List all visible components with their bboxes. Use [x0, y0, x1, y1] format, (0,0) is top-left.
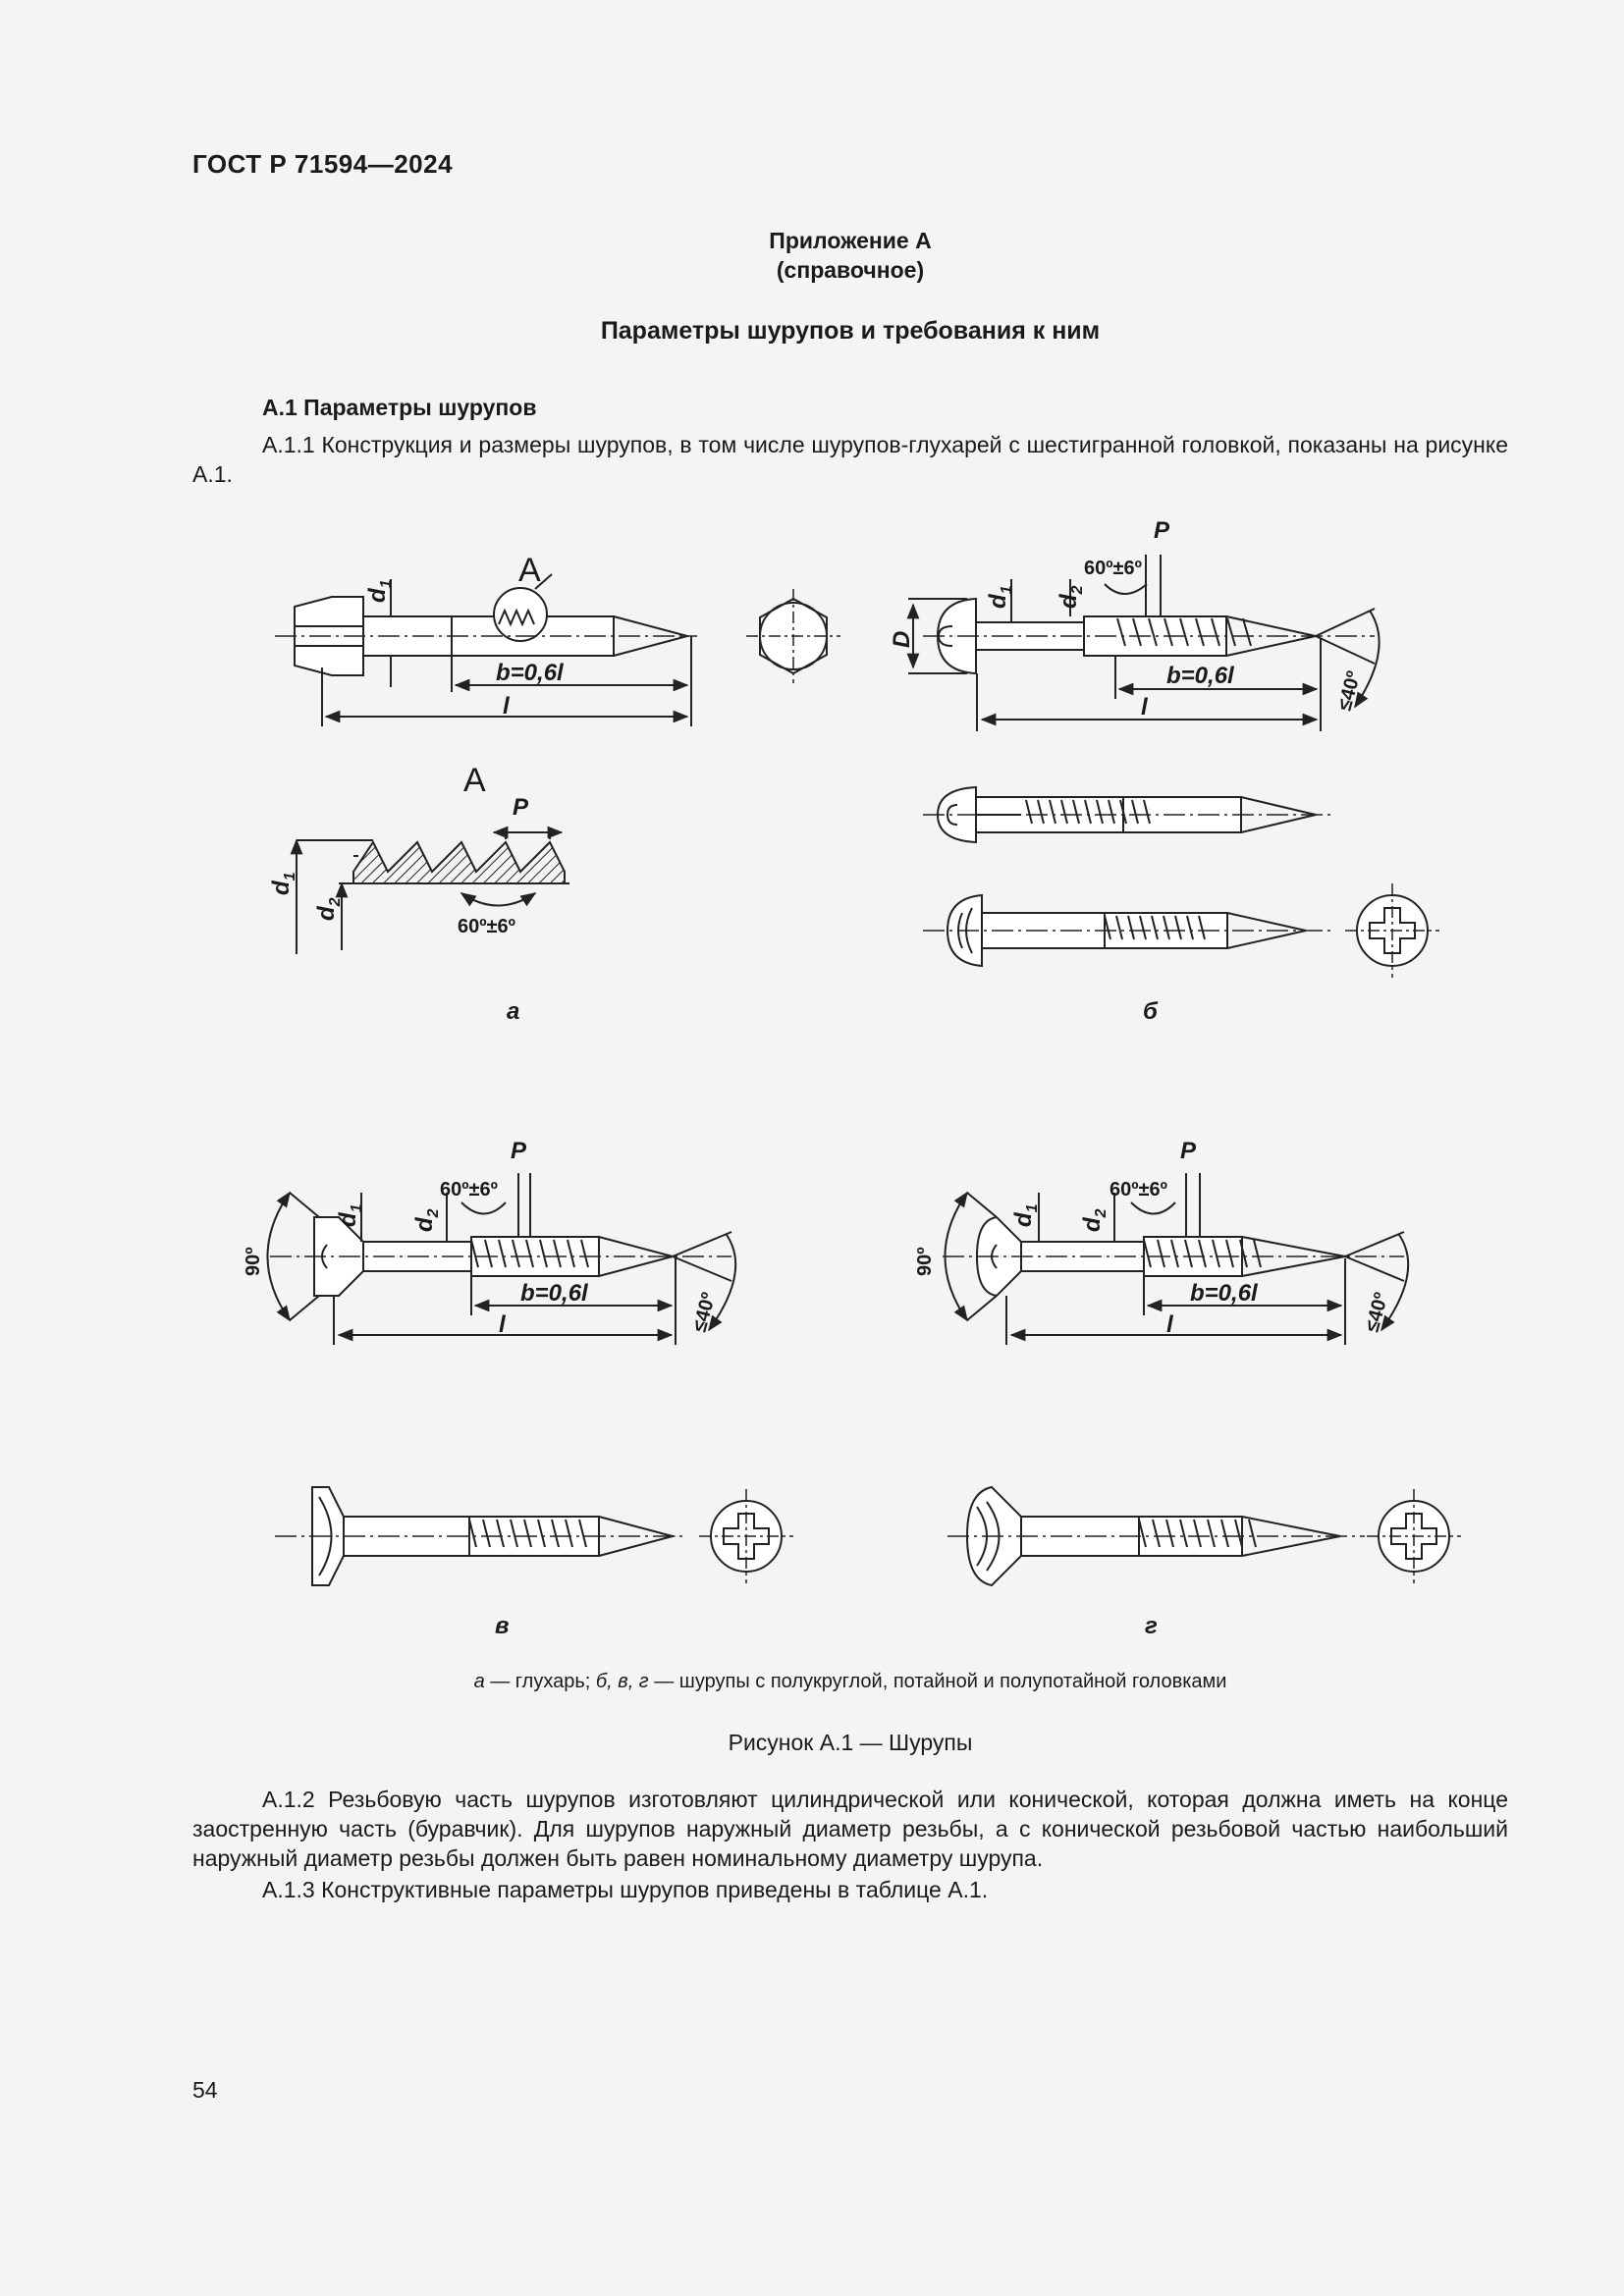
paragraph-a13-text: А.1.3 Конструктивные параметры шурупов приведены в таблице А.1.: [262, 1877, 989, 1902]
paragraph-a11-text: А.1.1 Конструкция и размеры шурупов, в том числе шурупов-глухарей с шестигранной головкой, показаны на рисунке А.1.: [192, 432, 1508, 487]
label-d2-detail: $d_2$: [313, 897, 344, 921]
label-b-b: b=0,6l: [1166, 663, 1234, 689]
page-number: 54: [192, 2077, 218, 2103]
label-l-v: l: [499, 1311, 506, 1338]
label-d1-a: $d_1$: [364, 579, 395, 603]
document-id: ГОСТ Р 71594—2024: [192, 149, 454, 179]
countersunk-screw-bottom: [275, 1487, 793, 1585]
section-title: Параметры шурупов и требования к ним: [600, 317, 1101, 345]
appendix-title: Приложение А: [769, 228, 932, 253]
paragraph-a12: [192, 1785, 1508, 1873]
label-l-a: l: [503, 693, 510, 720]
label-d1-b: $d_1$: [985, 585, 1015, 609]
legend-a-text: — глухарь;: [484, 1671, 596, 1692]
label-angle90-v: 90º: [243, 1247, 264, 1276]
raised-countersunk-screw-bottom: [947, 1487, 1461, 1585]
label-angle40-g: ≤40º: [1361, 1290, 1393, 1335]
label-b-a: b=0,6l: [496, 660, 564, 686]
label-l-b: l: [1141, 694, 1148, 721]
subfigure-g-label: г: [1145, 1613, 1158, 1639]
label-d2-b: $d_2$: [1056, 585, 1086, 609]
figure-caption: Рисунок А.1 — Шурупы: [728, 1730, 973, 1755]
label-p-b: P: [1154, 517, 1170, 544]
round-head-screw-bottom: [923, 883, 1439, 978]
label-angle40-v: ≤40º: [688, 1290, 721, 1335]
thread-detail-a: [297, 828, 569, 954]
label-d2-v: $d_2$: [411, 1208, 442, 1232]
label-detail-a: А: [518, 552, 541, 589]
appendix-kind: (справочное): [776, 257, 925, 283]
legend-a-key: а: [473, 1671, 485, 1692]
legend-bvg-text: — шурупы с полукруглой, потайной и полупотайной головками: [648, 1671, 1227, 1692]
label-l-g: l: [1166, 1311, 1173, 1338]
label-d1-g: $d_1$: [1010, 1203, 1041, 1227]
label-d1-detail: $d_1$: [268, 872, 298, 895]
label-p-g: P: [1180, 1138, 1197, 1164]
legend-bvg-key: б, в, г: [595, 1671, 649, 1692]
paragraph-a13: [192, 1875, 1508, 1904]
subfigure-b-label: б: [1143, 998, 1158, 1025]
subfigure-a-label: а: [507, 998, 520, 1025]
paragraph-a12-text: А.1.2 Резьбовую часть шурупов изготовляют цилиндрической или конической, которая должна иметь на конце заостренную часть (буравчик). Для шурупов наружный диаметр резьбы, а с конической резьбовой частью наибольший наружный диаметр резьбы должен быть равен номинальному диаметру шурупа.: [192, 1787, 1508, 1871]
label-d2-g: $d_2$: [1079, 1208, 1110, 1232]
label-angle60-b: 60º±6º: [1084, 558, 1142, 579]
label-angle40-b: ≤40º: [1333, 668, 1366, 714]
lag-screw-drawing: [275, 574, 840, 726]
label-angle60-g: 60º±6º: [1110, 1179, 1167, 1201]
label-b-g: b=0,6l: [1190, 1280, 1258, 1307]
label-p-detail: P: [513, 794, 529, 821]
label-detail-a-title: А: [463, 762, 486, 799]
label-b-v: b=0,6l: [520, 1280, 588, 1307]
label-angle60-v: 60º±6º: [440, 1179, 498, 1201]
subfigure-v-label: в: [495, 1613, 510, 1639]
label-angle90-g: 90º: [914, 1247, 936, 1276]
round-head-screw-side: [923, 787, 1335, 842]
label-p-v: P: [511, 1138, 527, 1164]
raised-countersunk-screw-dims: [943, 1173, 1408, 1345]
subsection-title: А.1 Параметры шурупов: [262, 395, 537, 420]
label-angle60-detail: 60º±6º: [458, 916, 515, 937]
figure-legend: [0, 1671, 1624, 1693]
label-d1-v: $d_1$: [335, 1203, 365, 1227]
label-D-b: D: [889, 630, 915, 648]
